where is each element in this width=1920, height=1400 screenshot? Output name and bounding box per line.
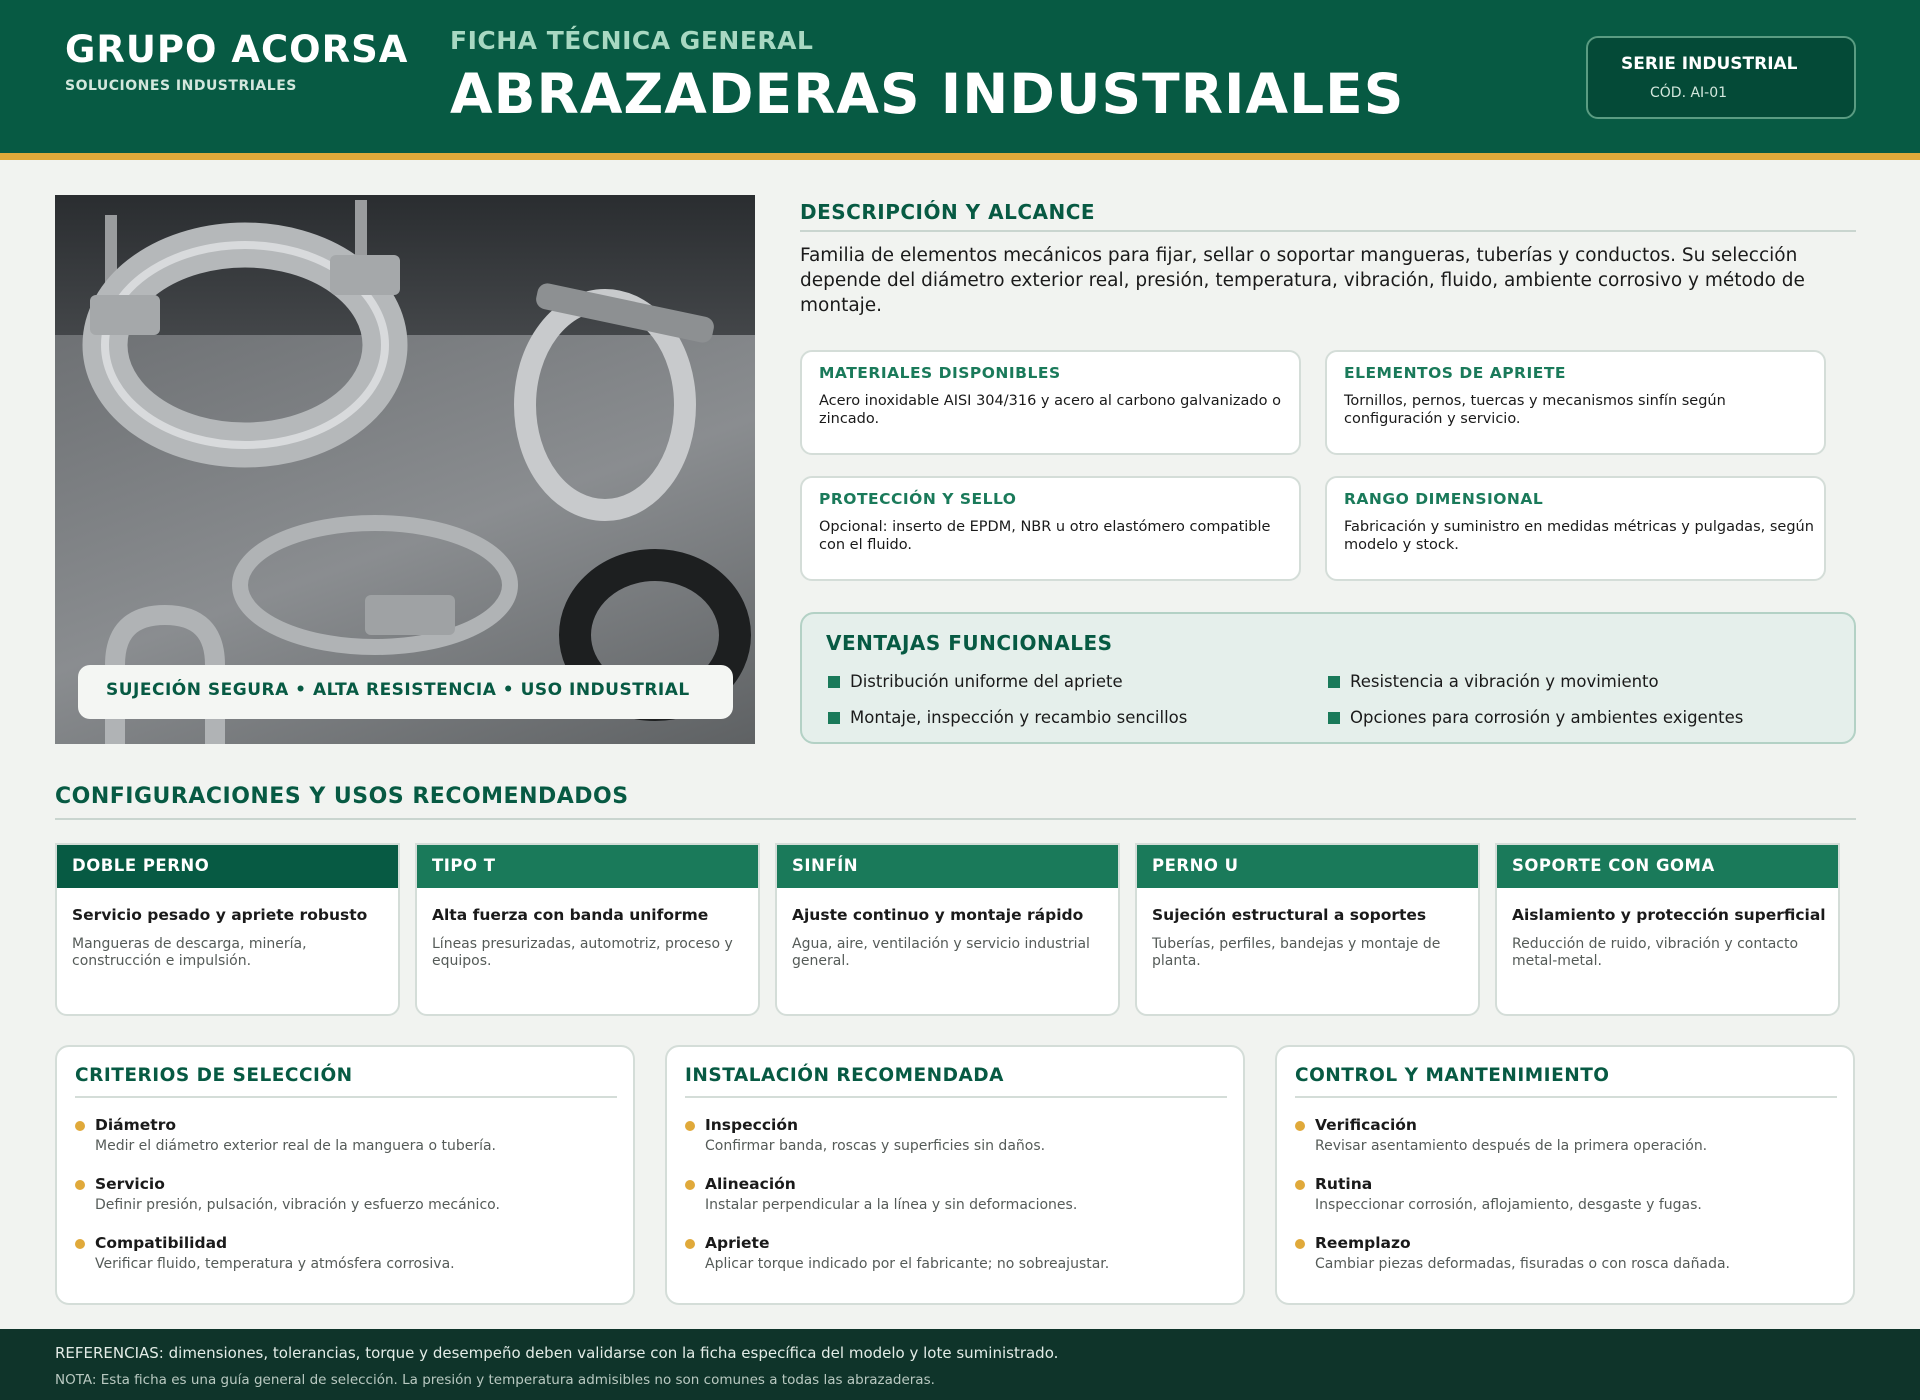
config-card-header: SOPORTE CON GOMA — [1497, 845, 1840, 888]
advantage-item: Resistencia a vibración y movimiento — [1328, 672, 1659, 691]
photo-caption-text: SUJECIÓN SEGURA • ALTA RESISTENCIA • USO INDUSTRIAL — [106, 680, 690, 700]
dot-bullet-icon — [1295, 1121, 1305, 1131]
spec-text: Opcional: inserto de EPDM, NBR u otro elastómero compatible con el fluido. — [819, 519, 1271, 553]
config-text: Reducción de ruido, vibración y contacto metal-metal. — [1512, 936, 1799, 969]
footer — [0, 1329, 1920, 1400]
config-card-t-type — [415, 843, 760, 1016]
square-bullet-icon — [828, 676, 840, 688]
advantage-item: Distribución uniforme del apriete — [828, 672, 1123, 691]
config-text: Agua, aire, ventilación y servicio industrial general. — [792, 936, 1090, 969]
config-card-header: PERNO U — [1137, 845, 1480, 888]
config-text: Líneas presurizadas, automotriz, proceso y equipos. — [432, 936, 733, 969]
spec-title: PROTECCIÓN Y SELLO — [819, 490, 1017, 508]
divider — [685, 1096, 1227, 1098]
advantage-item: Montaje, inspección y recambio sencillos — [828, 708, 1187, 727]
clamp-flange — [330, 255, 400, 295]
dot-bullet-icon — [685, 1180, 695, 1190]
advantage-item: Opciones para corrosión y ambientes exigentes — [1328, 708, 1743, 727]
config-card-double-bolt — [55, 843, 400, 1016]
footer-note: NOTA: Esta ficha es una guía general de selección. La presión y temperatura admisibles no son comunes a todas las abrazaderas. — [55, 1372, 935, 1388]
series-code: CÓD. AI-01 — [1650, 85, 1728, 101]
panel-selection-criteria: CRITERIOS DE SELECCIÓN Diámetro Medir el diámetro exterior real de la manguera o tubería. Servicio Definir presión, pulsación, vibración y esfuerzo mecánico. Compatibilidad Verificar fluido, temperatura y atmósfera corrosiva. — [55, 1045, 635, 1305]
panel-title: CRITERIOS DE SELECCIÓN — [75, 1065, 353, 1086]
config-card-rubber-support — [1495, 843, 1840, 1016]
series-label: SERIE INDUSTRIAL — [1621, 54, 1798, 74]
config-subtitle: Aislamiento y protección superficial — [1512, 906, 1826, 924]
dot-bullet-icon — [1295, 1180, 1305, 1190]
dot-bullet-icon — [75, 1180, 85, 1190]
config-subtitle: Sujeción estructural a soportes — [1152, 906, 1427, 924]
panel-title: INSTALACIÓN RECOMENDADA — [685, 1065, 1004, 1086]
clamp-flange — [90, 295, 160, 335]
divider — [55, 818, 1856, 820]
spec-title: MATERIALES DISPONIBLES — [819, 364, 1061, 382]
advantages-box — [800, 612, 1856, 744]
panel-maintenance: CONTROL Y MANTENIMIENTO Verificación Revisar asentamiento después de la primera operación. Rutina Inspeccionar corrosión, aflojamiento, desgaste y fugas. Reemplazo Cambiar piezas deformadas, fisuradas o con rosca dañada. — [1275, 1045, 1855, 1305]
config-card-header: TIPO T — [417, 845, 760, 888]
clamps-illustration — [55, 195, 755, 744]
spec-text: Fabricación y suministro en medidas métricas y pulgadas, según modelo y stock. — [1344, 519, 1814, 553]
divider — [800, 230, 1856, 232]
configurations-title: CONFIGURACIONES Y USOS RECOMENDADOS — [55, 784, 629, 809]
divider — [1295, 1096, 1837, 1098]
dot-bullet-icon — [75, 1239, 85, 1249]
worm-housing — [365, 595, 455, 635]
config-card-u-bolt — [1135, 843, 1480, 1016]
config-subtitle: Ajuste continuo y montaje rápido — [792, 906, 1084, 924]
header-bar — [0, 0, 1920, 153]
config-subtitle: Servicio pesado y apriete robusto — [72, 906, 368, 924]
spec-card-dimensions — [1325, 476, 1826, 581]
description-text: Familia de elementos mecánicos para fijar, sellar o soportar mangueras, tuberías y conductos. Su selección depende del diámetro exterior real, presión, temperatura, vibración, fluido, ambiente corrosivo y método de montaje. — [800, 245, 1805, 316]
config-card-header: DOBLE PERNO — [57, 845, 400, 888]
config-subtitle: Alta fuerza con banda uniforme — [432, 906, 709, 924]
dot-bullet-icon — [75, 1121, 85, 1131]
config-text: Tuberías, perfiles, bandejas y montaje de planta. — [1152, 936, 1441, 969]
square-bullet-icon — [828, 712, 840, 724]
config-text: Mangueras de descarga, minería, construcción e impulsión. — [72, 936, 307, 969]
spec-title: ELEMENTOS DE APRIETE — [1344, 364, 1567, 382]
advantages-title: VENTAJAS FUNCIONALES — [826, 631, 1113, 655]
spec-card-protection — [800, 476, 1301, 581]
spec-card-materials — [800, 350, 1301, 455]
panel-installation: INSTALACIÓN RECOMENDADA Inspección Confirmar banda, roscas y superficies sin daños. Alineación Instalar perpendicular a la línea y sin deformaciones. Apriete Aplicar torque indicado por el fabricante; no sobreajustar. — [665, 1045, 1245, 1305]
brand-subtitle: SOLUCIONES INDUSTRIALES — [65, 78, 297, 94]
spec-text: Tornillos, pernos, tuercas y mecanismos sinfín según configuración y servicio. — [1344, 393, 1726, 427]
square-bullet-icon — [1328, 676, 1340, 688]
panel-title: CONTROL Y MANTENIMIENTO — [1295, 1065, 1610, 1086]
footer-references: REFERENCIAS: dimensiones, tolerancias, torque y desempeño deben validarse con la ficha específica del modelo y lote suministrado. — [55, 1344, 1059, 1362]
page-title: ABRAZADERAS INDUSTRIALES — [450, 62, 1405, 126]
divider — [75, 1096, 617, 1098]
document-type: FICHA TÉCNICA GENERAL — [450, 26, 814, 55]
brand-name: GRUPO ACORSA — [65, 28, 409, 71]
series-badge — [1586, 36, 1856, 119]
description-title: DESCRIPCIÓN Y ALCANCE — [800, 200, 1096, 224]
dot-bullet-icon — [685, 1121, 695, 1131]
header-accent-stripe — [0, 153, 1920, 160]
product-photo — [55, 195, 755, 744]
config-card-header: SINFÍN — [777, 845, 1120, 888]
spec-card-tightening — [1325, 350, 1826, 455]
dot-bullet-icon — [1295, 1239, 1305, 1249]
spec-title: RANGO DIMENSIONAL — [1344, 490, 1544, 508]
dot-bullet-icon — [685, 1239, 695, 1249]
photo-caption-badge — [78, 665, 733, 719]
spec-text: Acero inoxidable AISI 304/316 y acero al carbono galvanizado o zincado. — [819, 393, 1281, 427]
square-bullet-icon — [1328, 712, 1340, 724]
config-card-worm — [775, 843, 1120, 1016]
